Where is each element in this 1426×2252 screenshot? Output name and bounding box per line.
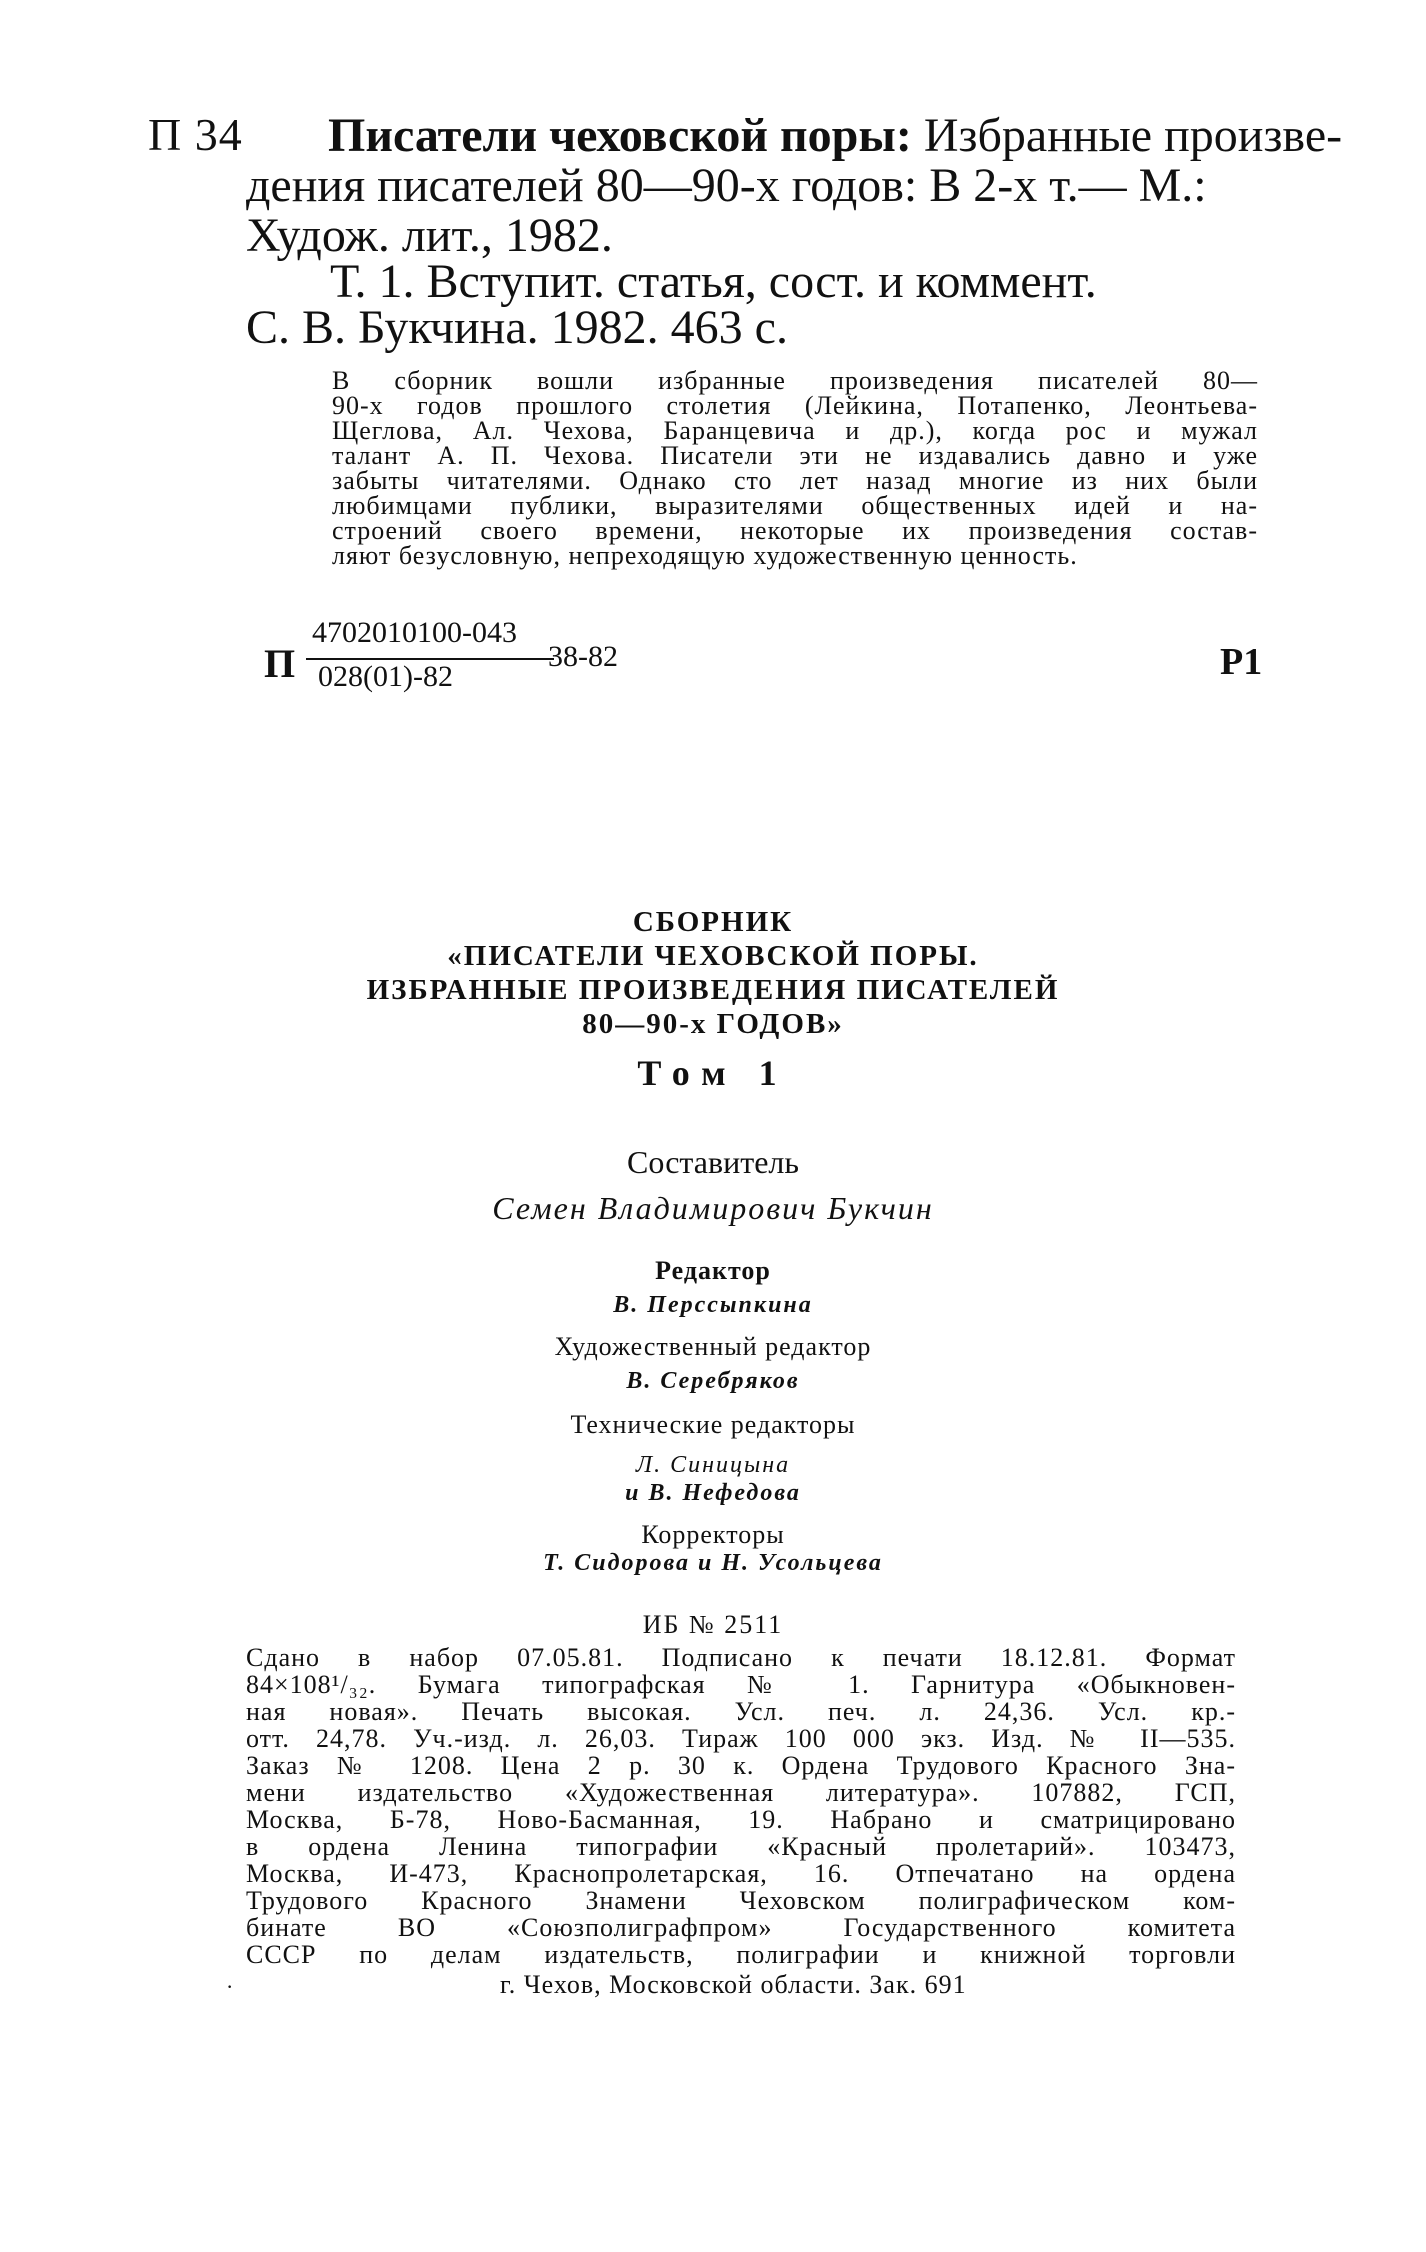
book-title-bold: Писатели чеховской поры: bbox=[328, 109, 912, 162]
title-line-3: ИЗБРАННЫЕ ПРОИЗВЕДЕНИЯ ПИСАТЕЛЕЙ bbox=[366, 974, 1060, 1006]
title-line-1: СБОРНИК bbox=[632, 906, 794, 938]
imprint-line: 84×108¹/₃₂. Бумага типографская № 1. Гарнитура «Обыкновен- bbox=[246, 1670, 1236, 1699]
imprint-line: Москва, Б-78, Ново-Басманная, 19. Набрано и сматрицировано bbox=[246, 1805, 1236, 1834]
annotation-line: любимцами публики, выразителями общественных идей и на- bbox=[332, 491, 1258, 520]
tech-editor-name: Л. Синицына bbox=[635, 1452, 791, 1478]
title-line-2: «ПИСАТЕЛИ ЧЕХОВСКОЙ ПОРЫ. bbox=[447, 940, 979, 972]
tech-editor-name: и В. Нефедова bbox=[625, 1480, 801, 1506]
entry-line-3: Худож. лит., 1982. bbox=[246, 209, 613, 262]
imprint-line: отт. 24,78. Уч.-изд. л. 26,03. Тираж 100 000 экз. Изд. № II—535. bbox=[246, 1724, 1236, 1753]
annotation-line: строений своего времени, некоторые их произведения состав- bbox=[332, 516, 1258, 545]
entry-line-5: С. В. Букчина. 1982. 463 с. bbox=[246, 301, 788, 354]
annotation-line: Щеглова, Ал. Чехова, Баранцевича и др.), когда рос и мужал bbox=[332, 416, 1258, 445]
entry-line-1 bbox=[328, 108, 1342, 163]
proofreaders-names: Т. Сидорова и Н. Усольцева bbox=[543, 1550, 883, 1576]
catalog-code: П 34 bbox=[148, 109, 243, 160]
imprint-line: мени издательство «Художественная литература». 107882, ГСП, bbox=[246, 1778, 1236, 1807]
imprint-line: Заказ № 1208. Цена 2 р. 30 к. Ордена Трудового Красного Зна- bbox=[246, 1751, 1236, 1780]
classification-right: Р1 bbox=[1220, 641, 1263, 683]
imprint-line: Трудового Красного Знамени Чеховском полиграфическом ком- bbox=[246, 1886, 1236, 1915]
proofreaders-label: Корректоры bbox=[641, 1520, 785, 1549]
classification-tail: 38-82 bbox=[548, 640, 618, 673]
title-line-4: 80—90-х ГОДОВ» bbox=[582, 1008, 844, 1040]
imprint-line: Москва, И-473, Краснопролетарская, 16. Отпечатано на ордена bbox=[246, 1859, 1236, 1888]
annotation-line: ляют безусловную, непреходящую художественную ценность. bbox=[332, 541, 1078, 570]
annotation-line: В сборник вошли избранные произведения писателей 80— bbox=[332, 366, 1258, 395]
compiler-label: Составитель bbox=[627, 1144, 799, 1180]
classification-letter: П bbox=[264, 641, 296, 686]
imprint-last-line: г. Чехов, Московской области. Зак. 691 bbox=[500, 1970, 967, 1999]
classification-denominator: 028(01)-82 bbox=[318, 660, 453, 693]
compiler-name: Семен Владимирович Букчин bbox=[492, 1190, 934, 1226]
imprint-line: Сдано в набор 07.05.81. Подписано к печати 18.12.81. Формат bbox=[246, 1643, 1236, 1672]
classification-numerator: 4702010100-043 bbox=[312, 616, 517, 649]
imprint-line: СССР по делам издательств, полиграфии и книжной торговли bbox=[246, 1940, 1236, 1969]
editor-label: Редактор bbox=[655, 1256, 771, 1285]
annotation-line: 90-х годов прошлого столетия (Лейкина, Потапенко, Леонтьева- bbox=[332, 391, 1258, 420]
editor-name: В. Перссыпкина bbox=[613, 1292, 813, 1318]
book-title-rest: Избранные произве- bbox=[911, 109, 1343, 162]
art-editor-label: Художественный редактор bbox=[554, 1332, 872, 1361]
imprint-line: ная новая». Печать высокая. Усл. печ. л. 24,36. Усл. кр.- bbox=[246, 1697, 1236, 1726]
entry-line-4: Т. 1. Вступит. статья, сост. и коммент. bbox=[330, 255, 1097, 308]
ib-number: ИБ № 2511 bbox=[642, 1610, 784, 1639]
annotation-line: забыты читателями. Однако сто лет назад многие из них были bbox=[332, 466, 1258, 495]
art-editor-name: В. Серебряков bbox=[626, 1368, 800, 1394]
imprint-line: в ордена Ленина типографии «Красный пролетарий». 103473, bbox=[246, 1832, 1236, 1861]
volume-label: Том 1 bbox=[637, 1053, 789, 1093]
imprint-line: бинате ВО «Союзполиграфпром» Государственного комитета bbox=[246, 1913, 1236, 1942]
stray-mark: · bbox=[226, 1974, 234, 1999]
annotation-line: талант А. П. Чехова. Писатели эти не издавались давно и уже bbox=[332, 441, 1258, 470]
tech-editors-label: Технические редакторы bbox=[570, 1410, 856, 1439]
entry-line-2: дения писателей 80—90-х годов: В 2-х т.— М.: bbox=[246, 159, 1207, 212]
